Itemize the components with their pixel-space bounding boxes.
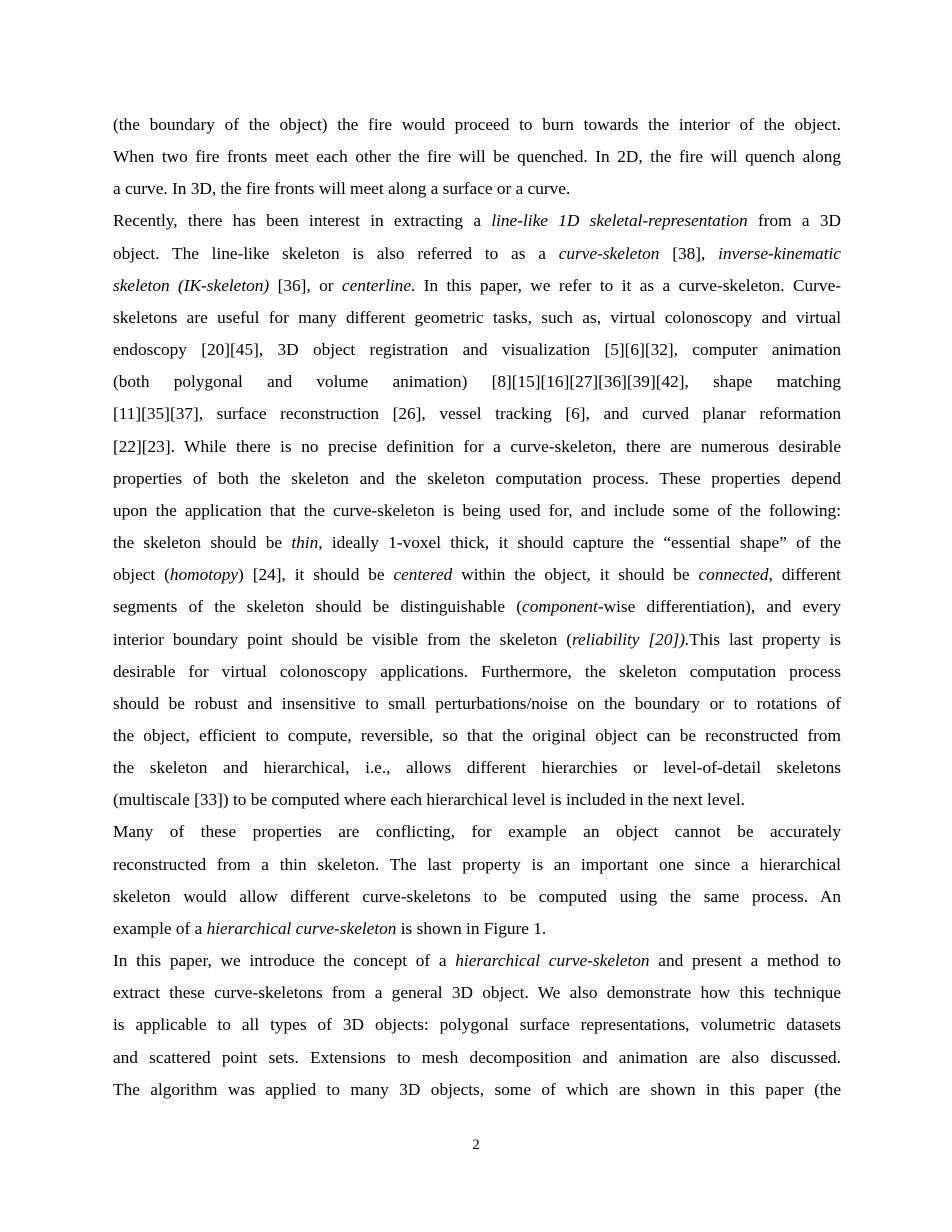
text-segment: the skeleton and hierarchical, i.e., allows different hierarchies or level-of-detail skeletons — [113, 758, 841, 778]
italic-text: component — [522, 597, 598, 617]
text-line — [113, 109, 841, 141]
text-line — [113, 366, 841, 398]
text-segment: -wise differentiation), and every — [597, 597, 841, 617]
text-segment: This last property is — [689, 629, 841, 649]
text-line — [113, 624, 841, 656]
text-segment: , different — [768, 565, 841, 585]
text-line — [113, 977, 841, 1009]
text-segment: [11][35][37], surface reconstruction [26], vessel tracking [6], and curved planar reformation — [113, 404, 841, 424]
text-segment: object ( — [113, 565, 170, 585]
text-line — [113, 334, 841, 366]
text-segment: properties of both the skeleton and the skeleton computation process. These properties depend — [113, 468, 841, 488]
text-segment: is shown in Figure 1. — [396, 918, 547, 938]
text-segment: should be robust and insensitive to small perturbations/noise on the boundary or to rotations of — [113, 693, 841, 713]
italic-text: reliability [20]). — [571, 629, 690, 649]
text-line — [113, 720, 841, 752]
text-line — [113, 238, 841, 270]
text-segment: the skeleton should be — [113, 533, 292, 553]
italic-text: homotopy — [169, 565, 239, 585]
text-line — [113, 784, 841, 816]
text-segment: example of a — [113, 918, 207, 938]
text-segment: within the object, it should be — [452, 565, 699, 585]
text-segment: endoscopy [20][45], 3D object registration and visualization [5][6][32], computer animation — [113, 340, 841, 360]
italic-text: connected — [698, 565, 769, 585]
text-line — [113, 431, 841, 463]
italic-text: line-like 1D skeletal-representation — [491, 211, 748, 231]
text-segment: segments of the skeleton should be distinguishable ( — [113, 597, 523, 617]
text-line — [113, 591, 841, 623]
italic-text: centerline — [341, 275, 411, 295]
text-segment: the object, efficient to compute, reversible, so that the original object can be reconstructed from — [113, 725, 841, 745]
text-segment: The algorithm was applied to many 3D objects, some of which are shown in this paper (the — [113, 1079, 841, 1099]
text-segment: and scattered point sets. Extensions to mesh decomposition and animation are also discussed. — [113, 1047, 841, 1067]
text-segment: [38], — [659, 243, 719, 263]
text-segment: (multiscale [33]) to be computed where each hierarchical level is included in the next level. — [113, 790, 745, 810]
text-segment: Recently, there has been interest in extracting a — [113, 211, 492, 231]
text-segment: [36], or — [269, 275, 342, 295]
italic-text: thin, — [291, 533, 323, 553]
text-line — [113, 205, 841, 237]
text-line — [113, 173, 841, 205]
text-line — [113, 463, 841, 495]
italic-text: skeleton (IK-skeleton) — [113, 275, 270, 295]
text-segment: interior boundary point should be visible from the skeleton ( — [113, 629, 572, 649]
text-line — [113, 1042, 841, 1074]
text-segment: and present a method to — [649, 951, 841, 971]
text-segment: reconstructed from a thin skeleton. The last property is an important one since a hierarchical — [113, 854, 841, 874]
italic-text: hierarchical curve-skeleton — [455, 951, 650, 971]
text-line — [113, 559, 841, 591]
body-text — [113, 109, 841, 1106]
text-segment: (both polygonal and volume animation) [8][15][16][27][36][39][42], shape matching — [113, 372, 841, 392]
text-segment: extract these curve-skeletons from a general 3D object. We also demonstrate how this technique — [113, 983, 841, 1003]
text-line — [113, 398, 841, 430]
text-line — [113, 1074, 841, 1106]
text-line — [113, 656, 841, 688]
text-line — [113, 270, 841, 302]
text-line — [113, 881, 841, 913]
text-line — [113, 688, 841, 720]
page-number: 2 — [472, 1137, 480, 1153]
text-segment: (the boundary of the object) the fire would proceed to burn towards the interior of the object. — [113, 115, 841, 134]
text-segment: upon the application that the curve-skeleton is being used for, and include some of the following: — [113, 500, 841, 520]
text-line — [113, 945, 841, 977]
text-segment: When two fire fronts meet each other the fire will be quenched. In 2D, the fire will quench along — [113, 147, 841, 167]
text-segment: is applicable to all types of 3D objects: polygonal surface representations, volumetric datasets — [113, 1015, 841, 1035]
text-segment: ideally 1-voxel thick, it should capture the “essential shape” of the — [322, 533, 841, 553]
text-segment: . In this paper, we refer to it as a curve-skeleton. Curve- — [411, 275, 841, 295]
text-segment: skeleton would allow different curve-skeletons to be computed using the same process. An — [113, 886, 841, 906]
text-line — [113, 1009, 841, 1041]
text-segment: a curve. In 3D, the fire fronts will meet along a surface or a curve. — [113, 179, 571, 199]
italic-text: curve-skeleton — [558, 243, 660, 263]
text-segment: object. The line-like skeleton is also referred to as a — [113, 243, 559, 263]
text-segment: from a 3D — [747, 211, 841, 231]
text-line — [113, 913, 841, 945]
text-line — [113, 302, 841, 334]
text-segment: Many of these properties are conflicting, for example an object cannot be accurately — [113, 822, 841, 842]
text-line — [113, 849, 841, 881]
text-line — [113, 495, 841, 527]
italic-text: inverse-kinematic — [718, 243, 841, 263]
text-line — [113, 527, 841, 559]
italic-text: centered — [393, 565, 453, 585]
text-line — [113, 816, 841, 848]
text-line — [113, 141, 841, 173]
text-segment: [22][23]. While there is no precise definition for a curve-skeleton, there are numerous desirable — [113, 436, 841, 456]
text-segment: In this paper, we introduce the concept of a — [113, 951, 456, 971]
text-line — [113, 752, 841, 784]
text-segment: ) [24], it should be — [238, 565, 394, 585]
italic-text: hierarchical curve-skeleton — [206, 918, 397, 938]
text-segment: desirable for virtual colonoscopy applications. Furthermore, the skeleton computation process — [113, 661, 841, 681]
text-segment: skeletons are useful for many different geometric tasks, such as, virtual colonoscopy and virtual — [113, 307, 841, 327]
